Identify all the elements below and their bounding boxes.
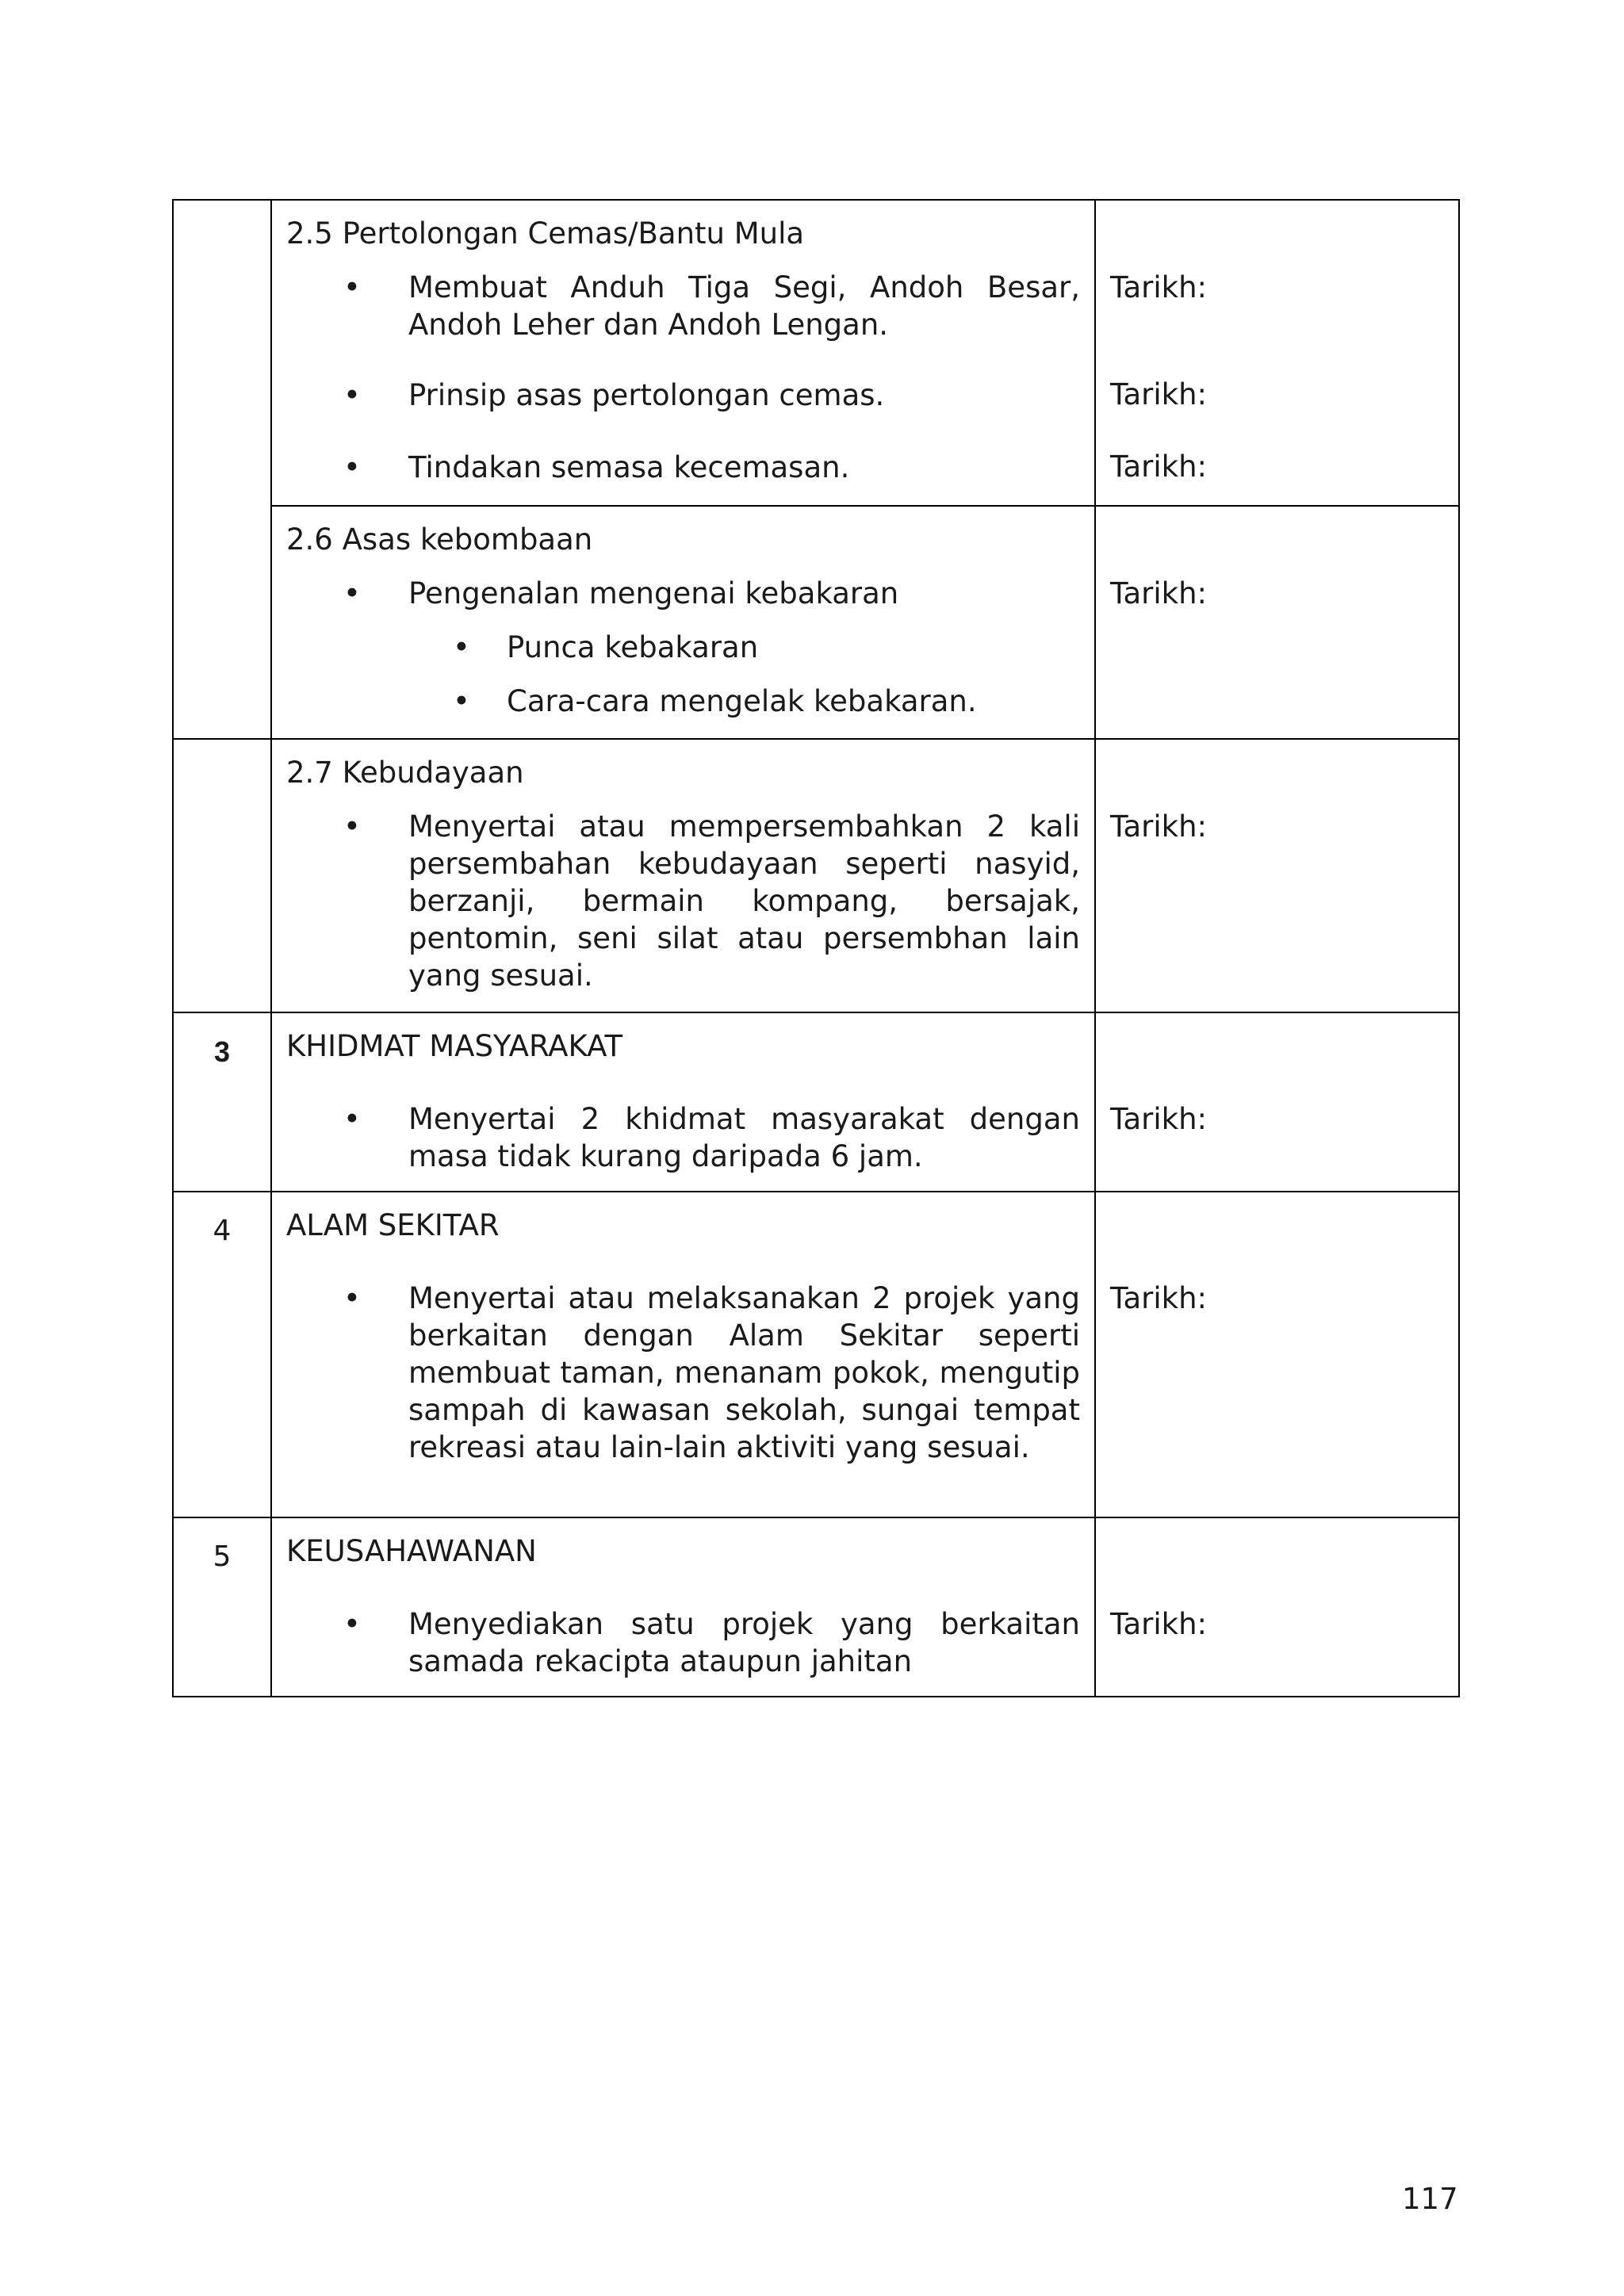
section-heading: ALAM SEKITAR (286, 1208, 500, 1242)
row-number: 3 (173, 1012, 271, 1192)
date-cell (1095, 1517, 1459, 1697)
list-item: • Tindakan semasa kecemasan. (272, 449, 1094, 486)
table-row (173, 506, 1459, 739)
table-row (173, 739, 1459, 1012)
date-label: Tarikh: (1110, 576, 1207, 610)
list-item: • Prinsip asas pertolongan cemas. (272, 377, 1094, 414)
activity-cell (271, 1012, 1095, 1192)
date-label: Tarikh: (1110, 270, 1207, 304)
date-cell (1095, 200, 1459, 506)
sub-list-item: • Cara-cara mengelak kebakaran. (272, 683, 1094, 720)
list-item: • Menyertai atau mempersembahkan 2 kali persembahan kebudayaan seperti nasyid, berzanji, bermain kompang, bersajak, pentomin, seni silat atau persembhan lain yang sesuai. (272, 808, 1094, 994)
activity-cell (271, 1192, 1095, 1517)
section-heading: KHIDMAT MASYARAKAT (286, 1029, 623, 1063)
activity-table (172, 199, 1460, 1697)
date-cell (1095, 739, 1459, 1012)
list-item: • Membuat Anduh Tiga Segi, Andoh Besar, Andoh Leher dan Andoh Lengan. (272, 269, 1094, 343)
date-label: Tarikh: (1110, 809, 1207, 844)
activity-cell (271, 200, 1095, 506)
activity-cell (271, 739, 1095, 1012)
date-label: Tarikh: (1110, 450, 1207, 484)
section-heading: 2.5 Pertolongan Cemas/Bantu Mula (286, 216, 805, 251)
date-label: Tarikh: (1110, 377, 1207, 411)
page-number: 117 (1402, 2182, 1458, 2216)
sub-list-item: • Punca kebakaran (272, 629, 1094, 666)
section-heading: 2.6 Asas kebombaan (286, 522, 593, 557)
row-number: 5 (173, 1517, 271, 1697)
table-row (173, 1012, 1459, 1192)
date-cell (1095, 1192, 1459, 1517)
date-label: Tarikh: (1110, 1102, 1207, 1136)
date-label: Tarikh: (1110, 1281, 1207, 1315)
date-cell (1095, 506, 1459, 739)
list-item: • Menyertai 2 khidmat masyarakat dengan masa tidak kurang daripada 6 jam. (272, 1100, 1094, 1175)
row-number: 4 (173, 1192, 271, 1517)
list-item: • Pengenalan mengenai kebakaran (272, 575, 1094, 612)
date-cell (1095, 1012, 1459, 1192)
table-row (173, 1192, 1459, 1517)
section-heading: 2.7 Kebudayaan (286, 756, 524, 790)
section-heading: KEUSAHAWANAN (286, 1534, 537, 1568)
activity-cell (271, 1517, 1095, 1697)
row-number-cell (173, 200, 271, 739)
date-label: Tarikh: (1110, 1607, 1207, 1641)
list-item: • Menyertai atau melaksanakan 2 projek yang berkaitan dengan Alam Sekitar seperti membuat taman, menanam pokok, mengutip sampah di kawasan sekolah, sungai tempat rekreasi atau lain-lain aktiviti yang sesuai. (272, 1280, 1094, 1466)
activity-cell (271, 506, 1095, 739)
row-number-cell (173, 739, 271, 1012)
list-item: • Menyediakan satu projek yang berkaitan samada rekacipta ataupun jahitan (272, 1605, 1094, 1680)
table-row (173, 1517, 1459, 1697)
table-row (173, 200, 1459, 506)
